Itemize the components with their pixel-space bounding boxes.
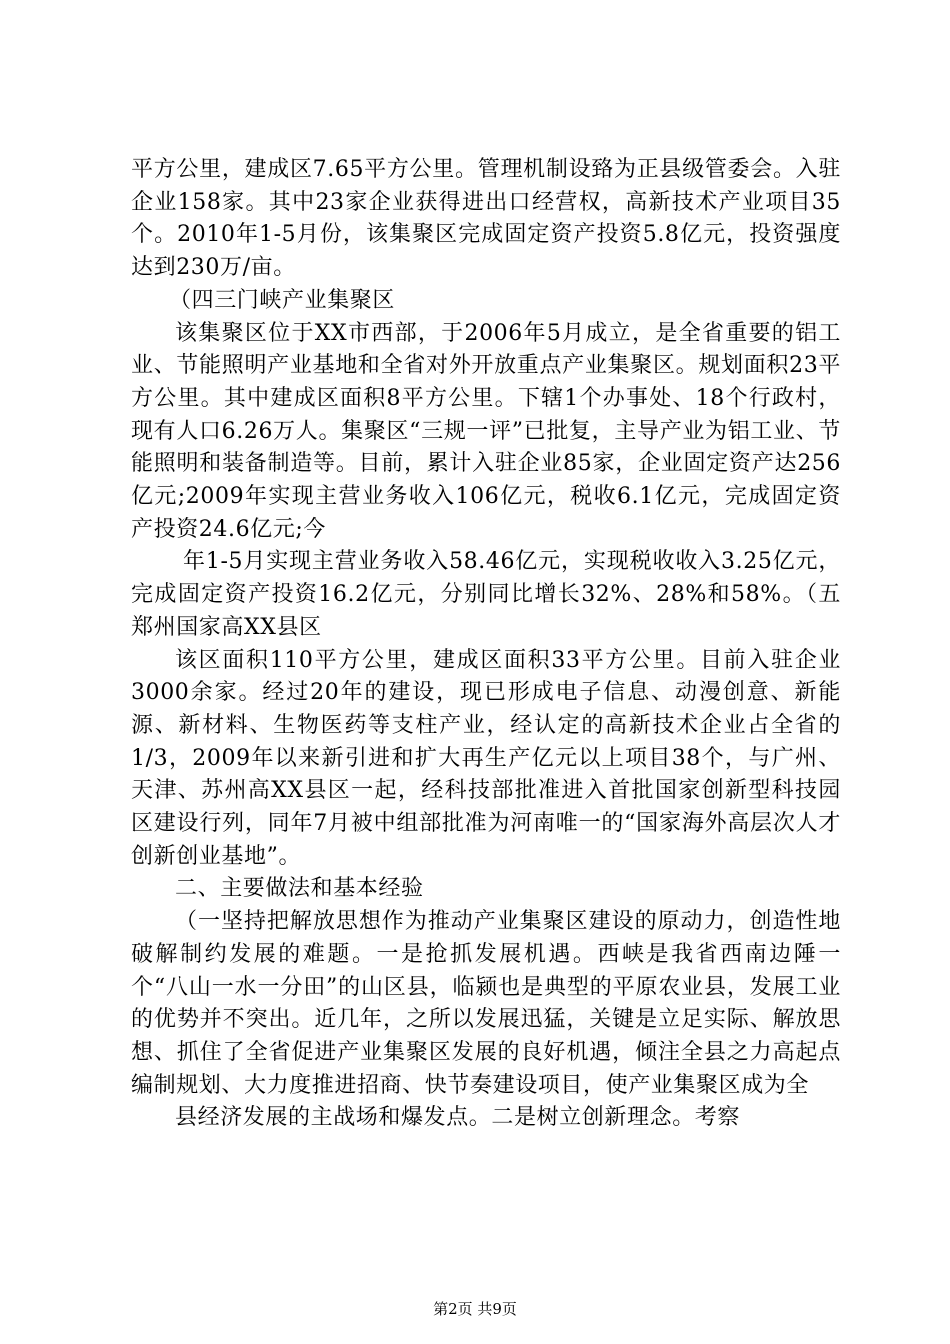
paragraph-7: （一坚持把解放思想作为推动产业集聚区建设的原动力，创造性地破解制约发展的难题。一是抢抓发展机遇。西峡是我省西南边陲一个“八山一水一分田”的山区县，临颍也是典型的平原农业县，发展工业的优势并不突出。近几年，之所以发展迅猛，关键是立足实际、解放思想、抓住了全省促进产业集聚区发展的良好机遇，倾注全县之力高起点编制规划、大力度推进招商、快节奏建设项目，使产业集聚区成为全 xyxy=(131,909,841,1098)
heading-main-practices: 二、主要做法和基本经验 xyxy=(175,876,424,902)
paragraph-5: 该区面积110平方公里，建成区面积33平方公里。目前入驻企业3000余家。经过20年的建设，现已形成电子信息、动漫创意、新能源、新材料、生物医药等支柱产业，经认定的高新技术企业占全省的1/3，2009年以来新引进和扩大再生产亿元以上项目38个，与广州、天津、苏州高XX县区一起，经科技部批准进入首批国家创新型科技园区建设行列，同年7月被中组部批准为河南唯一的“国家海外高层次人才创新创业基地”。 xyxy=(131,647,841,869)
paragraph-8: 县经济发展的主战场和爆发点。二是树立创新理念。考察 xyxy=(175,1105,741,1131)
paragraph-1: 平方公里，建成区7.65平方公里。管理机制设臵为正县级管委会。入驻企业158家。其中23家企业获得进出口经营权，高新技术产业项目35个。2010年1-5月份，该集聚区完成固定资产投资5.8亿元，投资强度达到230万/亩。 xyxy=(131,157,841,281)
paragraph-4: 年1-5月实现主营业务收入58.46亿元，实现税收收入3.25亿元，完成固定资产投资16.2亿元，分别同比增长32%、28%和58%。（五郑州国家高XX县区 xyxy=(131,549,841,640)
document-body xyxy=(131,154,841,1135)
paragraph-3: 该集聚区位于XX市西部，于2006年5月成立，是全省重要的铝工业、节能照明产业基地和全省对外开放重点产业集聚区。规划面积23平方公里。其中建成区面积8平方公里。下辖1个办事处、18个行政村，现有人口6.26万人。集聚区“三规一评”已批复，主导产业为铝工业、节能照明和装备制造等。目前，累计入驻企业85家，企业固定资产达256亿元;2009年实现主营业务收入106亿元，税收6.1亿元，完成固定资产投资24.6亿元;今 xyxy=(131,320,841,542)
page-number-footer: 第2页 共9页 xyxy=(433,1300,517,1318)
heading-section-4: （四三门峡产业集聚区 xyxy=(169,287,396,313)
